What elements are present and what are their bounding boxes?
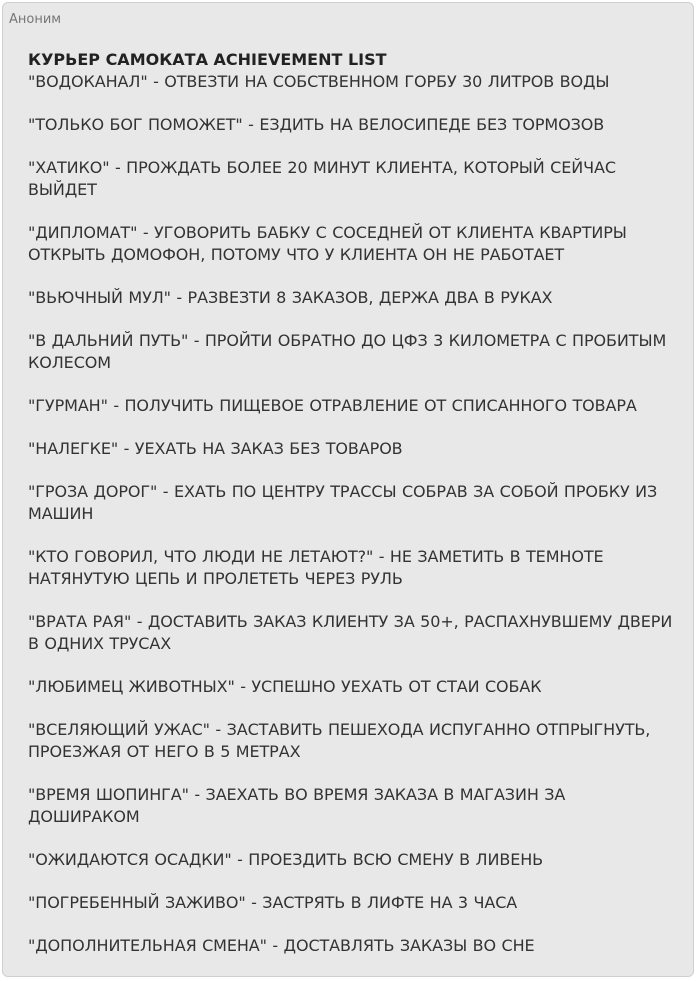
post-author[interactable]: Аноним: [9, 12, 62, 27]
list-item: "ГРОЗА ДОРОГ" - ЕХАТЬ ПО ЦЕНТРУ ТРАССЫ СОБРАВ ЗА СОБОЙ ПРОБКУ ИЗ МАШИН: [28, 482, 658, 523]
list-item: "ПОГРЕБЕННЫЙ ЗАЖИВО" - ЗАСТРЯТЬ В ЛИФТЕ НА 3 ЧАСА: [28, 893, 518, 912]
post-title: КУРЬЕР САМОКАТА ACHIEVEMENT LIST: [28, 50, 387, 69]
list-item: "НАЛЕГКЕ" - УЕХАТЬ НА ЗАКАЗ БЕЗ ТОВАРОВ: [28, 439, 403, 458]
post-card: [2, 2, 694, 977]
list-item: "ВСЕЛЯЮЩИЙ УЖАС" - ЗАСТАВИТЬ ПЕШЕХОДА ИСПУГАННО ОТПРЫГНУТЬ, ПРОЕЗЖАЯ ОТ НЕГО В 5 МЕТРАХ: [28, 720, 651, 761]
list-item: "ТОЛЬКО БОГ ПОМОЖЕТ" - ЕЗДИТЬ НА ВЕЛОСИПЕДЕ БЕЗ ТОРМОЗОВ: [28, 115, 605, 134]
post-body: [28, 49, 678, 957]
list-item: "ВРАТА РАЯ" - ДОСТАВИТЬ ЗАКАЗ КЛИЕНТУ ЗА 50+, РАСПАХНУВШЕМУ ДВЕРИ В ОДНИХ ТРУСАХ: [28, 612, 673, 653]
list-item: "КТО ГОВОРИЛ, ЧТО ЛЮДИ НЕ ЛЕТАЮТ?" - НЕ ЗАМЕТИТЬ В ТЕМНОТЕ НАТЯНУТУЮ ЦЕПЬ И ПРОЛЕТЕТЬ ЧЕРЕЗ РУЛЬ: [28, 547, 604, 588]
list-item: "ОЖИДАЮТСЯ ОСАДКИ" - ПРОЕЗДИТЬ ВСЮ СМЕНУ В ЛИВЕНЬ: [28, 850, 544, 869]
achievement-list: [28, 71, 678, 957]
list-item: "ЛЮБИМЕЦ ЖИВОТНЫХ" - УСПЕШНО УЕХАТЬ ОТ СТАИ СОБАК: [28, 677, 542, 696]
list-item: "ХАТИКО" - ПРОЖДАТЬ БОЛЕЕ 20 МИНУТ КЛИЕНТА, КОТОРЫЙ СЕЙЧАС ВЫЙДЕТ: [28, 158, 616, 199]
list-item: "ВОДОКАНАЛ" - ОТВЕЗТИ НА СОБСТВЕННОМ ГОРБУ 30 ЛИТРОВ ВОДЫ: [28, 72, 610, 91]
list-item: "ВЬЮЧНЫЙ МУЛ" - РАЗВЕЗТИ 8 ЗАКАЗОВ, ДЕРЖА ДВА В РУКАХ: [28, 288, 553, 307]
list-item: "ДИПЛОМАТ" - УГОВОРИТЬ БАБКУ С СОСЕДНЕЙ ОТ КЛИЕНТА КВАРТИРЫ ОТКРЫТЬ ДОМОФОН, ПОТОМУ ЧТО У КЛИЕНТА ОН НЕ РАБОТАЕТ: [28, 223, 627, 264]
list-item: "ДОПОЛНИТЕЛЬНАЯ СМЕНА" - ДОСТАВЛЯТЬ ЗАКАЗЫ ВО СНЕ: [28, 936, 535, 955]
list-item: "В ДАЛЬНИЙ ПУТЬ" - ПРОЙТИ ОБРАТНО ДО ЦФЗ 3 КИЛОМЕТРА С ПРОБИТЫМ КОЛЕСОМ: [28, 331, 667, 372]
list-item: "ВРЕМЯ ШОПИНГА" - ЗАЕХАТЬ ВО ВРЕМЯ ЗАКАЗА В МАГАЗИН ЗА ДОШИРАКОМ: [28, 785, 566, 826]
list-item: "ГУРМАН" - ПОЛУЧИТЬ ПИЩЕВОЕ ОТРАВЛЕНИЕ ОТ СПИСАННОГО ТОВАРА: [28, 396, 637, 415]
